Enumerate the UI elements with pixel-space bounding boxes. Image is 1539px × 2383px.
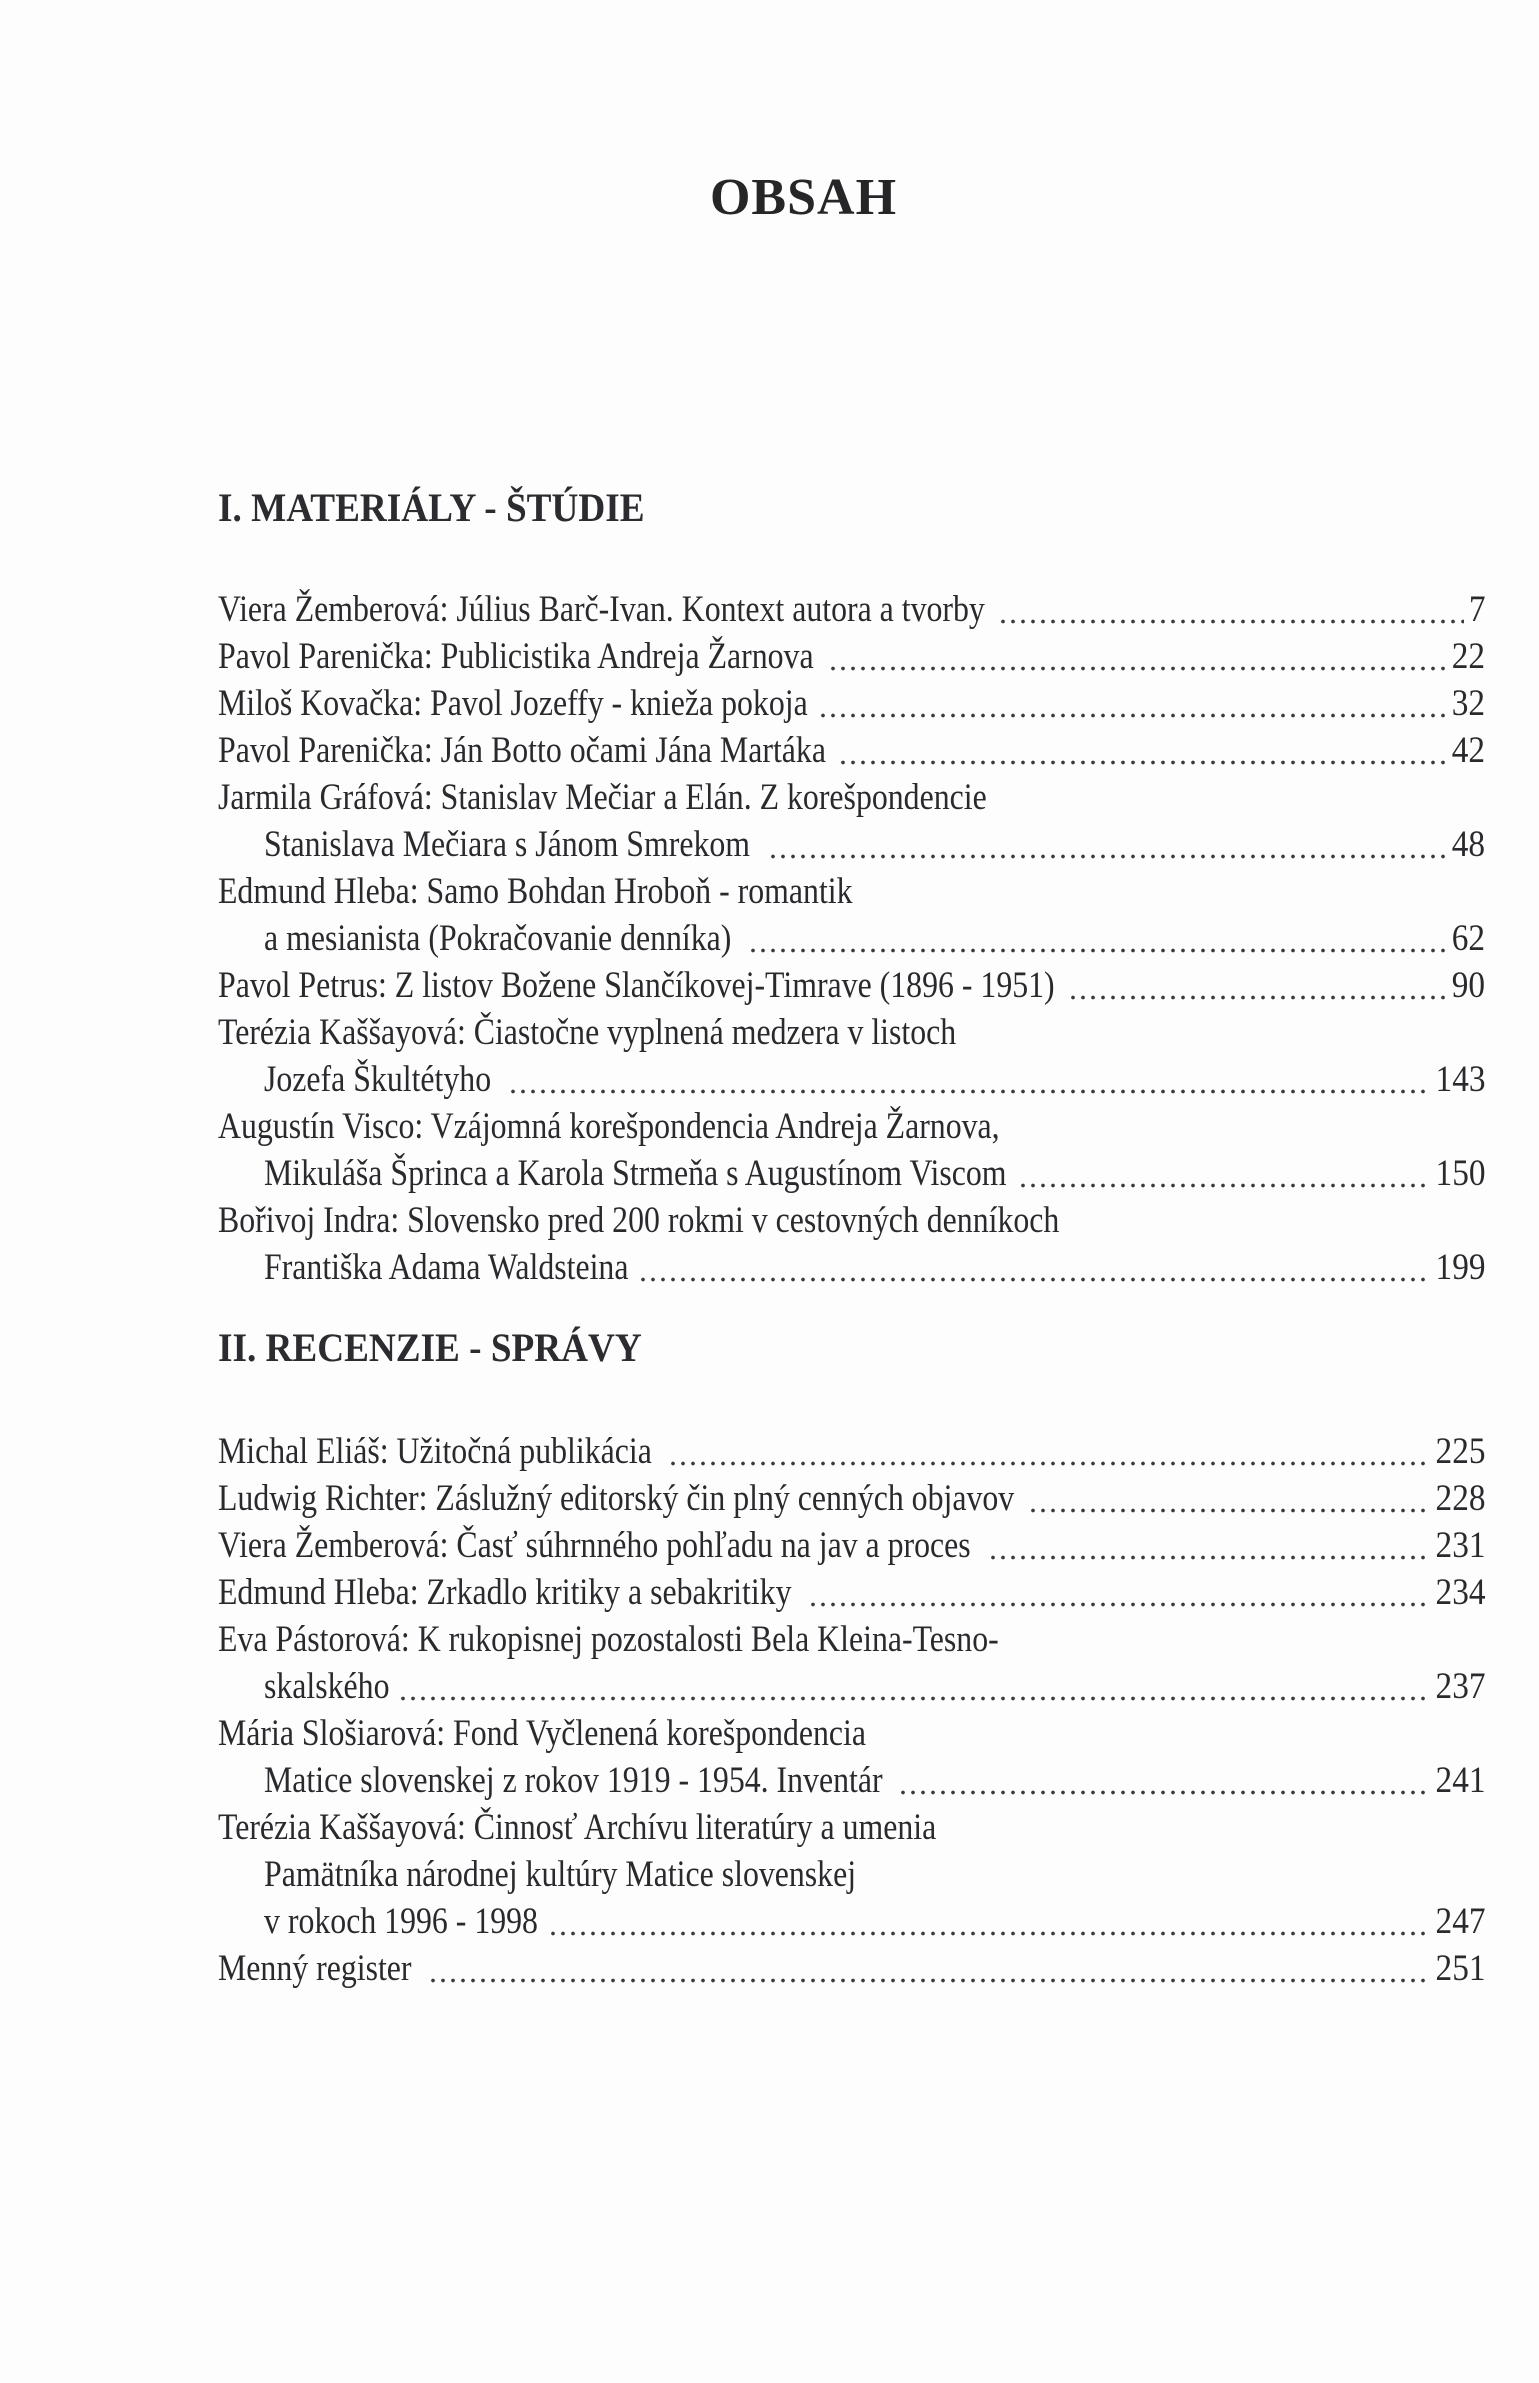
toc-entry-line xyxy=(218,1009,1485,1056)
section-heading-2: II. RECENZIE - SPRÁVY xyxy=(218,1325,642,1370)
entry-text: Františka Adama Waldsteina xyxy=(264,1247,629,1288)
dot-leader xyxy=(428,1945,1431,1992)
toc-entry-line xyxy=(218,1616,1485,1663)
dot-leader xyxy=(998,586,1464,633)
dot-leader xyxy=(828,633,1448,680)
dot-leader xyxy=(838,727,1448,774)
toc-entry-line xyxy=(218,1150,1485,1197)
toc-entry-line xyxy=(218,1898,1485,1945)
dot-leader xyxy=(1018,1150,1431,1197)
dot-leader xyxy=(768,821,1448,868)
entry-text: Terézia Kaššayová: Čiastočne vyplnená medzera v listoch xyxy=(218,1012,957,1053)
toc-entry-line xyxy=(218,821,1485,868)
page-title: OBSAH xyxy=(709,169,898,226)
dot-leader xyxy=(748,915,1448,962)
page-number: 234 xyxy=(1435,1572,1485,1613)
toc-entry-line xyxy=(218,586,1485,633)
section-heading-1: I. MATERIÁLY - ŠTÚDIE xyxy=(218,485,645,530)
dot-leader xyxy=(508,1056,1431,1103)
page-number: 199 xyxy=(1435,1247,1485,1288)
toc-entry xyxy=(218,586,1485,633)
dot-leader xyxy=(818,680,1448,727)
entry-text: Eva Pástorová: K rukopisnej pozostalosti Bela Kleina-Tesno- xyxy=(218,1619,999,1660)
entry-text: Matice slovenskej z rokov 1919 - 1954. Inventár xyxy=(264,1760,883,1801)
page-number: 90 xyxy=(1451,965,1485,1006)
toc-section-1 xyxy=(218,586,1485,1291)
toc-entry xyxy=(218,1616,1485,1710)
toc-entry-line xyxy=(218,1244,1485,1291)
toc-entry-line xyxy=(218,1428,1485,1475)
entry-text: Edmund Hleba: Samo Bohdan Hroboň - romantik xyxy=(218,871,853,912)
entry-text: Menný register xyxy=(218,1948,412,1989)
toc-entry xyxy=(218,868,1485,962)
toc-entry xyxy=(218,633,1485,680)
dot-leader xyxy=(898,1757,1431,1804)
toc-entry-line xyxy=(218,680,1485,727)
page-number: 42 xyxy=(1451,730,1485,771)
toc-entry-line xyxy=(218,1056,1485,1103)
toc-entry-line xyxy=(218,1945,1485,1992)
toc-entry xyxy=(218,1103,1485,1197)
dot-leader xyxy=(988,1522,1431,1569)
dot-leader xyxy=(668,1428,1431,1475)
toc-entry xyxy=(218,1804,1485,1945)
page-number: 241 xyxy=(1435,1760,1485,1801)
entry-text: Pavol Petrus: Z listov Božene Slančíkovej-Timrave (1896 - 1951) xyxy=(218,965,1055,1006)
entry-text: Pamätníka národnej kultúry Matice slovenskej xyxy=(264,1854,857,1895)
toc-entry-line xyxy=(218,633,1485,680)
toc-entry-line xyxy=(218,774,1485,821)
toc-entry xyxy=(218,1197,1485,1291)
toc-entry xyxy=(218,1009,1485,1103)
toc-entry xyxy=(218,1475,1485,1522)
toc-entry-line xyxy=(218,1522,1485,1569)
toc-entry-line xyxy=(218,868,1485,915)
page-number: 225 xyxy=(1435,1431,1485,1472)
toc-entry-line xyxy=(218,1569,1485,1616)
toc-entry-line xyxy=(218,1197,1485,1244)
toc-entry xyxy=(218,1945,1485,1992)
toc-entry xyxy=(218,774,1485,868)
toc-entry xyxy=(218,1569,1485,1616)
page-number: 7 xyxy=(1468,589,1485,630)
entry-text: Miloš Kovačka: Pavol Jozeffy - knieža pokoja xyxy=(218,683,808,724)
toc-entry-line xyxy=(218,1103,1485,1150)
entry-text: Ludwig Richter: Záslužný editorský čin plný cenných objavov xyxy=(218,1478,1015,1519)
toc-entry xyxy=(218,727,1485,774)
entry-text: Stanislava Mečiara s Jánom Smrekom xyxy=(264,824,751,865)
toc-entry xyxy=(218,1710,1485,1804)
dot-leader xyxy=(1068,962,1448,1009)
entry-text: Pavol Parenička: Ján Botto očami Jána Martáka xyxy=(218,730,826,771)
toc-entry-line xyxy=(218,1475,1485,1522)
entry-text: a mesianista (Pokračovanie denníka) xyxy=(264,918,732,959)
entry-text: skalského xyxy=(264,1666,390,1707)
entry-text: Edmund Hleba: Zrkadlo kritiky a sebakritiky xyxy=(218,1572,792,1613)
page-number: 62 xyxy=(1451,918,1485,959)
page-number: 32 xyxy=(1451,683,1485,724)
toc-entry-line xyxy=(218,727,1485,774)
page-number: 143 xyxy=(1435,1059,1485,1100)
toc-entry-line xyxy=(218,962,1485,1009)
toc-entry xyxy=(218,1428,1485,1475)
entry-text: Augustín Visco: Vzájomná korešpondencia Andreja Žarnova, xyxy=(218,1106,1000,1147)
page-number: 251 xyxy=(1435,1948,1485,1989)
dot-leader xyxy=(1028,1475,1431,1522)
entry-text: Bořivoj Indra: Slovensko pred 200 rokmi v cestovných denníkoch xyxy=(218,1200,1060,1241)
toc-entry-line xyxy=(218,1757,1485,1804)
page-number: 150 xyxy=(1435,1153,1485,1194)
entry-text: Viera Žemberová: Július Barč-Ivan. Kontext autora a tvorby xyxy=(218,589,985,630)
dot-leader xyxy=(398,1663,1431,1710)
entry-text: Viera Žemberová: Časť súhrnného pohľadu na jav a proces xyxy=(218,1525,971,1566)
toc-entry xyxy=(218,962,1485,1009)
entry-text: Terézia Kaššayová: Činnosť Archívu literatúry a umenia xyxy=(218,1807,937,1848)
toc-entry-line xyxy=(218,1663,1485,1710)
toc-entry-line xyxy=(218,1710,1485,1757)
entry-text: Jozefa Škultétyho xyxy=(264,1059,492,1100)
entry-text: Michal Eliáš: Užitočná publikácia xyxy=(218,1431,652,1472)
entry-text: Jarmila Gráfová: Stanislav Mečiar a Elán. Z korešpondencie xyxy=(218,777,987,818)
page-number: 237 xyxy=(1435,1666,1485,1707)
toc-entry xyxy=(218,1522,1485,1569)
entry-text: Mikuláša Šprinca a Karola Strmeňa s Augustínom Viscom xyxy=(264,1153,1007,1194)
page-number: 228 xyxy=(1435,1478,1485,1519)
entry-text: v rokoch 1996 - 1998 xyxy=(264,1901,538,1942)
page-number: 48 xyxy=(1451,824,1485,865)
dot-leader xyxy=(638,1244,1431,1291)
entry-text: Mária Slošiarová: Fond Vyčlenená korešpondencia xyxy=(218,1713,867,1754)
entry-text: Pavol Parenička: Publicistika Andreja Žarnova xyxy=(218,636,814,677)
toc-section-2 xyxy=(218,1428,1485,1992)
page-number: 22 xyxy=(1451,636,1485,677)
page-number: 247 xyxy=(1435,1901,1485,1942)
toc-entry-line xyxy=(218,915,1485,962)
page-number: 231 xyxy=(1435,1525,1485,1566)
dot-leader xyxy=(808,1569,1431,1616)
toc-entry-line xyxy=(218,1851,1485,1898)
toc-entry xyxy=(218,680,1485,727)
toc-entry-line xyxy=(218,1804,1485,1851)
dot-leader xyxy=(548,1898,1431,1945)
